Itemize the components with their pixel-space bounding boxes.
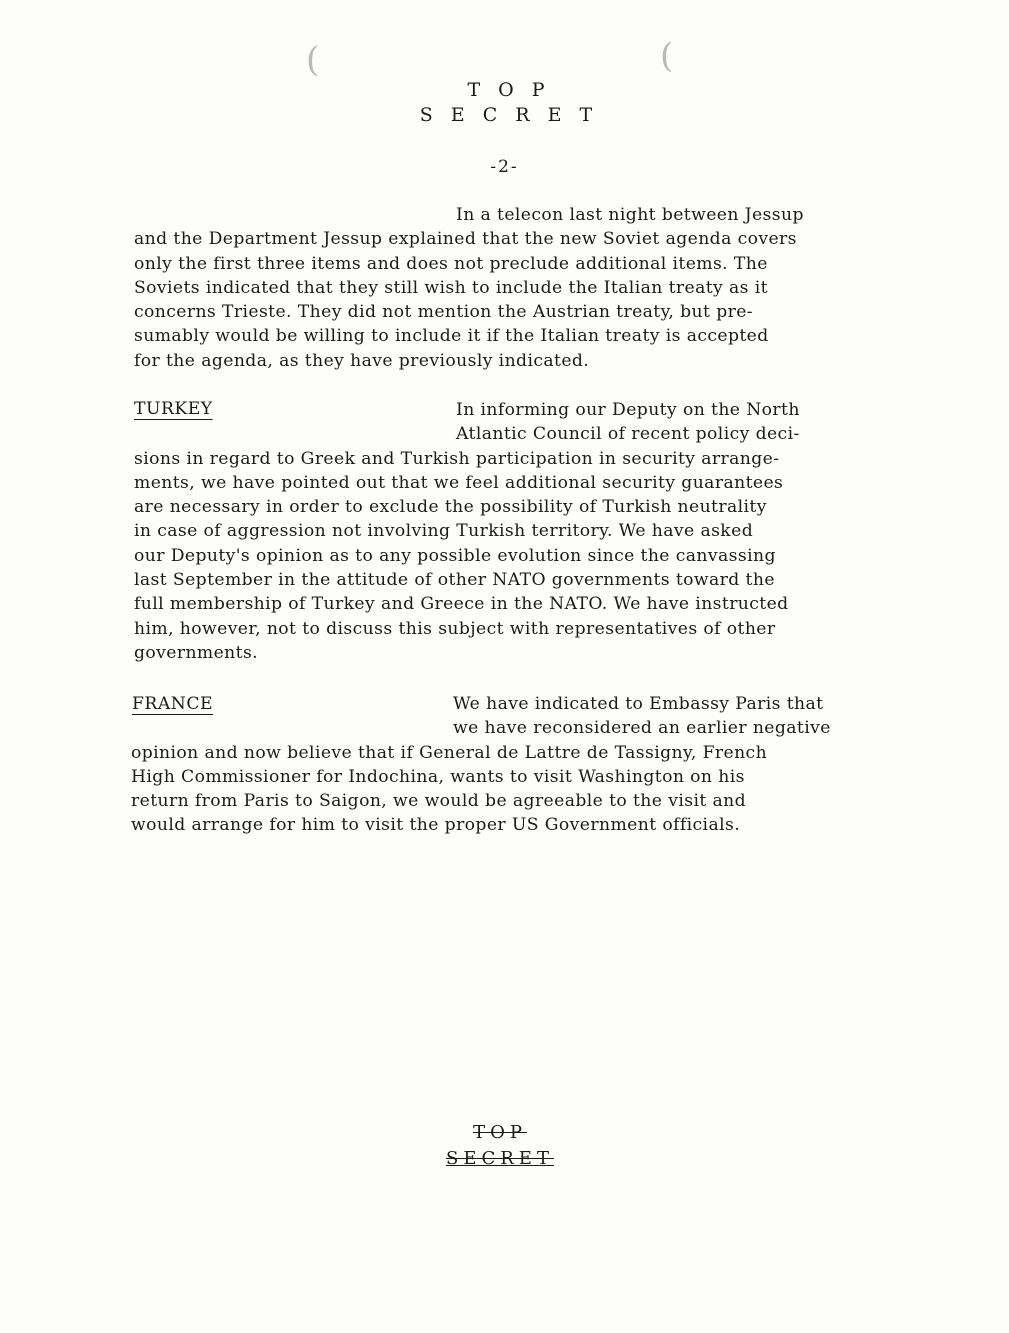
paragraph-line: Atlantic Council of recent policy deci- (456, 424, 800, 445)
punch-hole-mark-left: ( (306, 40, 320, 80)
paragraph-line: we have reconsidered an earlier negative (453, 718, 831, 739)
paragraph-line: opinion and now believe that if General de Lattre de Tassigny, French (131, 742, 768, 763)
paragraph-line: Soviets indicated that they still wish to include the Italian treaty as it (134, 277, 768, 298)
paragraph-line: in case of aggression not involving Turkish territory. We have asked (134, 521, 754, 542)
turkey-paragraph (134, 398, 924, 665)
paragraph-line: are necessary in order to exclude the possibility of Turkish neutrality (134, 497, 767, 518)
intro-paragraph (134, 203, 924, 373)
paragraph-line: return from Paris to Saigon, we would be agreeable to the visit and (131, 791, 747, 812)
punch-hole-mark-right: ( (660, 36, 674, 76)
paragraph-line: full membership of Turkey and Greece in the NATO. We have instructed (134, 594, 789, 615)
section-heading-france: FRANCE (132, 694, 214, 714)
france-paragraph (131, 692, 921, 838)
paragraph-line: governments. (134, 642, 259, 663)
paragraph-line: High Commissioner for Indochina, wants to visit Washington on his (131, 766, 745, 787)
paragraph-line: our Deputy's opinion as to any possible evolution since the canvassing (134, 545, 776, 566)
paragraph-line: him, however, not to discuss this subject with representatives of other (134, 618, 776, 639)
classification-footer-line1: TOP (473, 1122, 527, 1143)
paragraph-line: only the first three items and does not preclude additional items. The (134, 253, 768, 274)
paragraph-line: In informing our Deputy on the North (456, 400, 800, 420)
paragraph-line: for the agenda, as they have previously indicated. (134, 350, 590, 371)
classification-footer-line2: SECRET (446, 1148, 554, 1169)
paragraph-line: sions in regard to Greek and Turkish participation in security arrange- (134, 448, 780, 469)
paragraph-line: In a telecon last night between Jessup (456, 205, 804, 225)
paragraph-line: We have indicated to Embassy Paris that (453, 694, 824, 714)
section-heading-turkey: TURKEY (134, 399, 213, 419)
paragraph-line: concerns Trieste. They did not mention the Austrian treaty, but pre- (134, 302, 753, 323)
paragraph-line: and the Department Jessup explained that the new Soviet agenda covers (134, 229, 797, 250)
paragraph-line: would arrange for him to visit the proper US Government officials. (131, 815, 741, 836)
page-number: -2- (490, 157, 519, 177)
paragraph-line: sumably would be willing to include it if the Italian treaty is accepted (134, 326, 769, 347)
classification-header-line2: S E C R E T (419, 104, 599, 126)
paragraph-line: ments, we have pointed out that we feel additional security guarantees (134, 472, 784, 493)
paragraph-line: last September in the attitude of other NATO governments toward the (134, 570, 775, 591)
classification-header-line1: T O P (467, 79, 551, 101)
